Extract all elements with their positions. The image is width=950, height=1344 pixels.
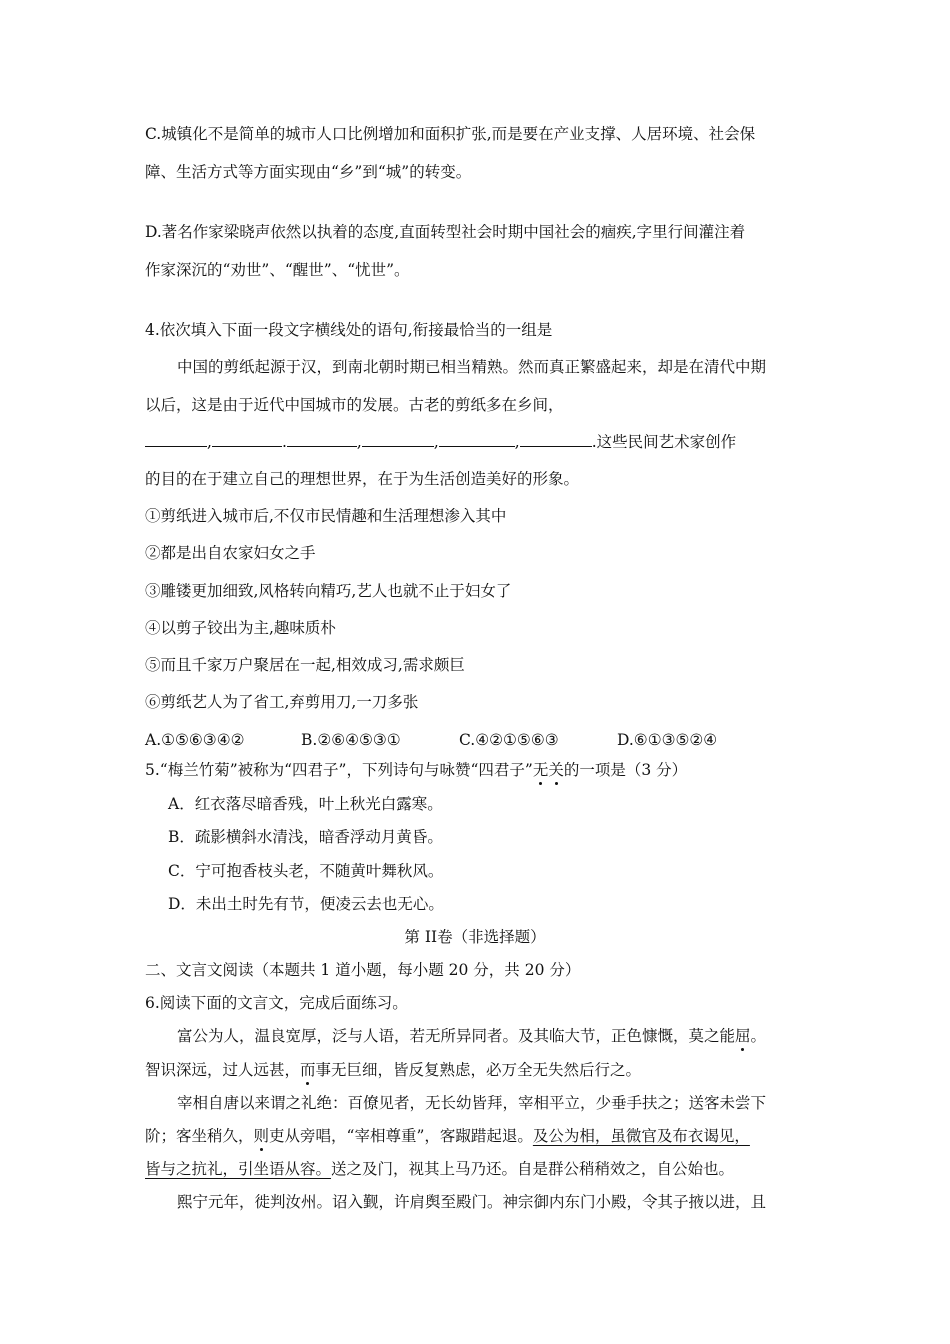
q4-paragraph-line3 [145,432,736,452]
q5-stem [145,760,687,780]
q4-option-b: B.②⑥④⑤③① [301,731,401,749]
q4-option-a: A.①⑤⑥③④② [145,731,245,749]
emphasis-dot-char: 无 [532,761,549,779]
emphasis-dot-char: 关 [548,761,564,779]
fill-blank [212,432,282,447]
q3-option-d-line2: 作家深沉的“劝世”、“醒世”、“忧世”。 [145,261,410,279]
blank-sep: , [356,433,362,451]
passage-p3-line1: 熙宁元年，徙判汝州。诏入觐，许肩舆至殿门。神宗御内东门小殿，令其子掖以进，且 [177,1193,767,1211]
blank-sep: . [591,433,597,451]
q4-item: ②都是出自农家妇女之手 [145,544,316,562]
part-two-heading: 二、文言文阅读（本题共 1 道小题，每小题 20 分，共 20 分） [145,961,581,979]
underlined-sentence: 皆与之抗礼，引坐语从容。 [145,1160,332,1178]
emphasis-dot-char: 则 [253,1127,270,1145]
q4-stem: 4.依次填入下面一段文字横线处的语句,衔接最恰当的一组是 [145,321,553,339]
fill-blank [287,432,357,447]
passage-text: 事无巨细，皆反复熟虑，必万全无失然后行之。 [315,1061,642,1079]
q4-option-d: D.⑥①③⑤②④ [617,731,718,749]
passage-text: 送之及门，视其上马乃还。自是群公稍稍效之，自公始也。 [331,1160,735,1178]
q4-paragraph-line2: 以后，这是由于近代中国城市的发展。古老的剪纸多在乡间， [145,396,564,414]
passage-p2-line1: 宰相自唐以来谓之礼绝：百僚见者，无长幼皆拜，宰相平立，少垂手扶之；送客未尝下 [177,1094,767,1112]
fill-blank [145,432,207,447]
q5-stem-text: 的一项是（3 分） [563,761,688,779]
q4-item: ④以剪子铰出为主,趣味质朴 [145,619,336,637]
blank-sep: , [433,433,439,451]
q4-paragraph-line4: 的目的在于建立自己的理想世界，在于为生活创造美好的形象。 [145,470,580,488]
emphasis-dot-char: 屈 [735,1027,751,1045]
q4-options [145,730,717,750]
q6-stem: 6.阅读下面的文言文，完成后面练习。 [145,994,408,1012]
q4-paragraph-line1: 中国的剪纸起源于汉，到南北朝时期已相当精熟。然而真正繁盛起来，却是在清代中期 [177,358,767,376]
passage-text: 吏从旁唱，“宰相尊重”，客踧踖起退。 [269,1127,533,1145]
emphasis-dot-char: 而 [300,1061,316,1079]
q5-stem-text: 5.“梅兰竹菊”被称为“四君子”，下列诗句与咏赞“四君子” [145,761,533,779]
q5-option-a: A．红衣落尽暗香残，叶上秋光白露寒。 [168,795,443,813]
passage-text: 智识深远，过人远甚， [145,1061,301,1079]
passage-p2-line3 [145,1159,734,1179]
q4-item: ①剪纸进入城市后,不仅市民情趣和生活理想渗入其中 [145,507,507,525]
q4-item: ⑥剪纸艺人为了省工,弃剪用刀,一刀多张 [145,693,419,711]
passage-p1-line2 [145,1060,641,1080]
q3-option-c-line1: C.城镇化不是简单的城市人口比例增加和面积扩张,而是要在产业支撑、人居环境、社会保 [145,125,756,143]
q4-option-c: C.④②①⑤⑥③ [459,731,559,749]
blank-sep: , [514,433,520,451]
passage-text: 。 [750,1027,767,1045]
blank-sep: . [281,433,287,451]
q3-option-d-line1: D.著名作家梁晓声依然以执着的态度,直面转型社会时期中国社会的痼疾,字里行间灌注着 [145,223,746,241]
passage-p1-line1 [177,1026,766,1046]
underlined-sentence: 及公为相，虽微官及布衣谒见， [532,1127,750,1145]
volume-title: 第 II卷（非选择题） [404,928,546,946]
q4-paragraph-line3-tail: 这些民间艺术家创作 [596,433,737,451]
q5-option-c: C．宁可抱香枝头老，不随黄叶舞秋风。 [168,862,444,880]
fill-blank [362,432,434,447]
q3-option-c-line2: 障、生活方式等方面实现由“乡”到“城”的转变。 [145,163,472,181]
passage-text: 阶；客坐稍久， [145,1127,254,1145]
fill-blank [439,432,515,447]
blank-sep: , [207,433,212,451]
fill-blank [520,432,592,447]
q4-item: ③雕镂更加细致,风格转向精巧,艺人也就不止于妇女了 [145,582,512,600]
q4-item: ⑤而且千家万户聚居在一起,相效成习,需求颇巨 [145,656,465,674]
q5-option-b: B．疏影横斜水清浅，暗香浮动月黄昏。 [168,828,443,846]
q5-option-d: D．未出土时先有节，便凌云去也无心。 [168,895,444,913]
passage-text: 富公为人，温良宽厚，泛与人语，若无所异同者。及其临大节，正色慷慨，莫之能 [177,1027,736,1045]
passage-p2-line2 [145,1126,750,1146]
